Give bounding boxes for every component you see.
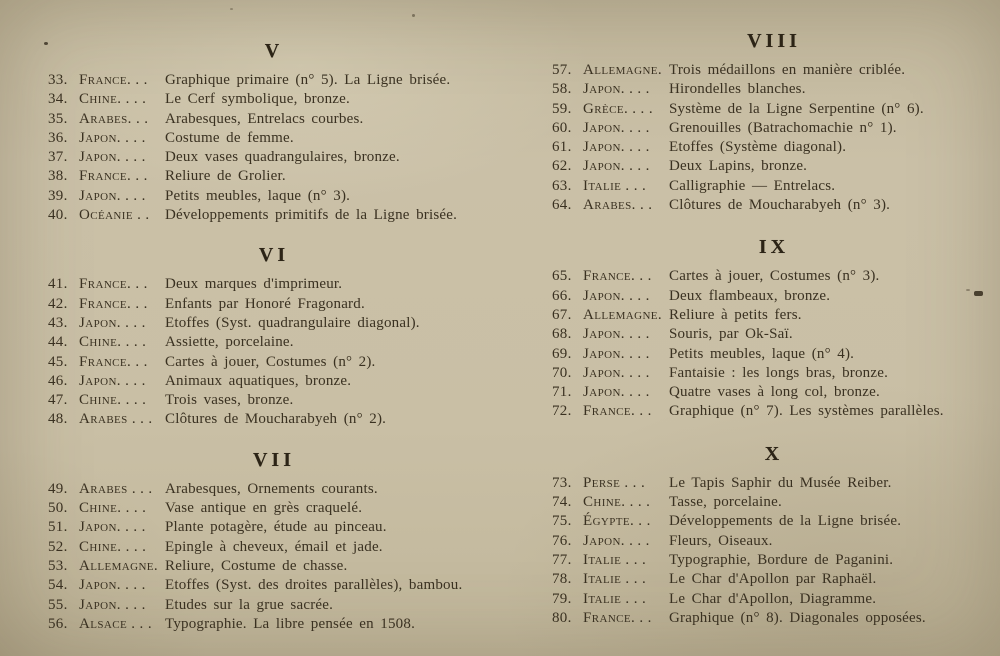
entry-number: 40. (48, 207, 68, 224)
entry-country: Arabes . . . (79, 411, 153, 428)
entry-number: 64. (552, 197, 572, 214)
entry-country: Japon. . . . (583, 158, 650, 175)
entry-country: France. . . (583, 268, 652, 285)
entry-number: 47. (48, 392, 68, 409)
catalog-entry (552, 364, 996, 383)
catalog-entry (48, 518, 500, 537)
section-heading: X (764, 442, 784, 465)
entry-number: 70. (552, 364, 572, 381)
plate-section-x (552, 441, 996, 628)
catalog-entry (48, 148, 500, 167)
scan-speck (230, 8, 233, 10)
entry-number: 44. (48, 334, 68, 351)
entry-country: Japon. . . . (583, 532, 650, 549)
section-heading: VIII (747, 30, 801, 52)
entry-number: 49. (48, 480, 68, 497)
section-heading: V (264, 40, 284, 62)
entry-description: Etoffes (Syst. des droites parallèles), bambou. (165, 577, 463, 594)
catalog-entry (48, 410, 500, 429)
entry-number: 38. (48, 168, 68, 185)
entry-description: Développements primitifs de la Ligne brisée. (165, 207, 458, 224)
scan-speck (412, 14, 415, 17)
entry-number: 55. (48, 596, 68, 613)
index-column-right (552, 28, 996, 628)
entry-description: Arabesques, Entrelacs courbes. (165, 110, 364, 127)
entry-country: Chine. . . . (79, 334, 147, 351)
entry-country: Japon. . . . (79, 372, 146, 389)
catalog-entry (48, 295, 500, 314)
entry-description: Etoffes (Syst. quadrangulaire diagonal). (165, 314, 420, 331)
entry-description: Deux flambeaux, bronze. (669, 287, 831, 304)
catalog-entry (552, 512, 996, 531)
catalog-entry (552, 267, 996, 286)
entry-country: Japon. . . . (583, 119, 650, 136)
catalog-entry (48, 167, 500, 186)
section-heading: IX (758, 236, 790, 259)
entry-country: Grèce. . . . (583, 100, 653, 117)
entry-number: 61. (552, 139, 572, 156)
entry-description: Quatre vases à long col, bronze. (669, 384, 880, 401)
scan-speck (966, 289, 970, 291)
entry-description: Graphique (n° 8). Diagonales opposées. (669, 609, 926, 626)
entry-country: Italie . . . (583, 571, 647, 588)
entry-number: 50. (48, 500, 68, 517)
entry-description: Trois médaillons en manière criblée. (669, 62, 906, 78)
catalog-entry (48, 596, 500, 615)
entry-description: Le Char d'Apollon par Raphaël. (669, 571, 877, 588)
entry-description: Le Tapis Saphir du Musée Reiber. (669, 474, 892, 491)
entry-description: Costume de femme. (165, 129, 294, 146)
catalog-entry (48, 275, 500, 294)
entry-country: Japon. . . . (79, 519, 146, 536)
catalog-entry (552, 119, 996, 138)
entry-number: 48. (48, 411, 68, 428)
catalog-entry (552, 590, 996, 609)
entry-country: Japon. . . . (79, 149, 146, 166)
entry-description: Petits meubles, laque (n° 3). (165, 187, 351, 204)
catalog-entry (552, 493, 996, 512)
catalog-entry (552, 474, 996, 493)
entry-country: France. . . (583, 403, 652, 420)
entry-description: Reliure de Grolier. (165, 168, 286, 185)
entry-number: 37. (48, 149, 68, 166)
entry-number: 74. (552, 494, 572, 511)
entry-number: 42. (48, 295, 68, 312)
entry-number: 63. (552, 177, 572, 194)
entry-description: Clôtures de Moucharabyeh (n° 2). (165, 411, 387, 428)
entry-description: Fantaisie : les longs bras, bronze. (669, 364, 889, 381)
index-column-left (48, 38, 500, 634)
entry-country: Allemagne. (583, 62, 663, 78)
entry-description: Arabesques, Ornements courants. (165, 480, 378, 497)
entry-country: Arabes . . . (79, 480, 153, 497)
entry-country: France. . . (79, 353, 148, 370)
entry-country: Chine. . . . (583, 494, 651, 511)
entry-description: Plante potagère, étude au pinceau. (165, 519, 387, 536)
entry-number: 57. (552, 62, 572, 78)
entry-description: Cartes à jouer, Costumes (n° 2). (165, 353, 376, 370)
entry-description: Souris, par Ok-Saï. (669, 326, 793, 343)
plate-section-v (48, 38, 500, 225)
catalog-entry (552, 402, 996, 421)
catalog-entry (48, 353, 500, 372)
entry-country: Italie . . . (583, 590, 647, 607)
entry-description: Petits meubles, laque (n° 4). (669, 345, 855, 362)
entry-number: 59. (552, 100, 572, 117)
entry-number: 66. (552, 287, 572, 304)
entry-country: Italie . . . (583, 551, 647, 568)
catalog-entry (48, 391, 500, 410)
entry-country: Japon. . . . (583, 364, 650, 381)
catalog-entry (552, 287, 996, 306)
entry-country: Chine. . . . (79, 392, 147, 409)
entry-country: Japon. . . . (583, 345, 650, 362)
entry-country: Japon. . . . (79, 596, 146, 613)
catalog-entry (48, 71, 500, 90)
entry-description: Vase antique en grès craquelé. (165, 500, 363, 517)
entry-number: 34. (48, 91, 68, 108)
catalog-entry (552, 570, 996, 589)
entry-description: Etoffes (Système diagonal). (669, 139, 847, 156)
entry-number: 68. (552, 326, 572, 343)
catalog-entry (48, 110, 500, 129)
entry-description: Système de la Ligne Serpentine (n° 6). (669, 100, 924, 117)
catalog-entry (552, 100, 996, 119)
catalog-entry (552, 325, 996, 344)
entry-number: 71. (552, 384, 572, 401)
catalog-entry (552, 345, 996, 364)
entry-number: 54. (48, 577, 68, 594)
entry-number: 51. (48, 519, 68, 536)
entry-number: 65. (552, 268, 572, 285)
entry-description: Hirondelles blanches. (669, 81, 806, 98)
entry-country: Japon. . . . (79, 577, 146, 594)
entry-description: Epingle à cheveux, émail et jade. (165, 538, 383, 555)
catalog-entry (552, 61, 996, 80)
entry-number: 43. (48, 314, 68, 331)
entry-description: Cartes à jouer, Costumes (n° 3). (669, 268, 880, 285)
entry-country: Allemagne. (79, 557, 159, 574)
entry-description: Le Cerf symbolique, bronze. (165, 91, 350, 108)
entry-country: France. . . (79, 295, 148, 312)
entry-country: Alsace . . . (79, 615, 152, 632)
entry-country: Océanie . . (79, 207, 150, 224)
entry-country: Japon. . . . (79, 187, 146, 204)
entry-number: 33. (48, 72, 68, 88)
entry-country: Perse . . . (583, 474, 646, 491)
entry-description: Graphique primaire (n° 5). La Ligne brisée. (165, 72, 451, 88)
catalog-entry (552, 609, 996, 628)
entry-country: Italie . . . (583, 177, 647, 194)
catalog-entry (48, 129, 500, 148)
entry-number: 78. (552, 571, 572, 588)
entry-description: Trois vases, bronze. (165, 392, 294, 409)
entry-country: Égypte. . . (583, 513, 651, 530)
entry-number: 45. (48, 353, 68, 370)
catalog-entry (552, 80, 996, 99)
entry-number: 72. (552, 403, 572, 420)
plate-section-viii (552, 28, 996, 215)
section-heading: VII (252, 448, 295, 471)
entry-description: Etudes sur la grue sacrée. (165, 596, 334, 613)
catalog-entry (552, 532, 996, 551)
entry-number: 60. (552, 119, 572, 136)
entry-number: 75. (552, 513, 572, 530)
catalog-entry (48, 314, 500, 333)
entry-description: Clôtures de Moucharabyeh (n° 3). (669, 197, 891, 214)
entry-description: Animaux aquatiques, bronze. (165, 372, 352, 389)
entry-country: Japon. . . . (583, 287, 650, 304)
plate-section-vii (48, 447, 500, 634)
catalog-entry (48, 206, 500, 225)
entry-country: Chine. . . . (79, 538, 147, 555)
entry-country: France. . . (79, 168, 148, 185)
entry-number: 69. (552, 345, 572, 362)
entry-number: 77. (552, 551, 572, 568)
entry-country: Japon. . . . (583, 81, 650, 98)
entry-country: Chine. . . . (79, 500, 147, 517)
entry-description: Développements de la Ligne brisée. (669, 513, 902, 530)
entry-country: France. . . (79, 72, 148, 88)
entry-number: 46. (48, 372, 68, 389)
entry-number: 36. (48, 129, 68, 146)
entry-number: 79. (552, 590, 572, 607)
entry-country: Japon. . . . (79, 314, 146, 331)
catalog-entry (552, 306, 996, 325)
entry-number: 80. (552, 609, 572, 626)
entry-description: Enfants par Honoré Fragonard. (165, 295, 365, 312)
catalog-entry (552, 383, 996, 402)
catalog-entry (48, 499, 500, 518)
catalog-entry (552, 177, 996, 196)
catalog-entry (48, 576, 500, 595)
entry-number: 76. (552, 532, 572, 549)
entry-country: France. . . (583, 609, 652, 626)
catalog-entry (552, 551, 996, 570)
catalog-entry (48, 538, 500, 557)
entry-description: Reliure à petits fers. (669, 306, 802, 323)
catalog-entry (552, 196, 996, 215)
entry-country: Chine. . . . (79, 91, 147, 108)
catalog-entry (48, 615, 500, 634)
catalog-entry (48, 557, 500, 576)
catalog-entry (48, 333, 500, 352)
entry-country: Arabes. . . (583, 197, 653, 214)
entry-description: Grenouilles (Batrachomachie n° 1). (669, 119, 897, 136)
catalog-entry (48, 187, 500, 206)
catalog-entry (48, 480, 500, 499)
entry-number: 52. (48, 538, 68, 555)
entry-country: France. . . (79, 276, 148, 293)
entry-number: 53. (48, 557, 68, 574)
entry-description: Typographie, Bordure de Paganini. (669, 551, 894, 568)
section-heading: VI (258, 244, 290, 267)
entry-description: Typographie. La libre pensée en 1508. (165, 615, 416, 632)
entry-country: Allemagne. (583, 306, 663, 323)
catalog-entry (552, 157, 996, 176)
entry-number: 35. (48, 110, 68, 127)
entry-description: Deux Lapins, bronze. (669, 158, 808, 175)
catalog-entry (48, 90, 500, 109)
entry-country: Arabes. . . (79, 110, 149, 127)
catalog-entry (48, 372, 500, 391)
entry-description: Deux marques d'imprimeur. (165, 276, 343, 293)
entry-description: Assiette, porcelaine. (165, 334, 294, 351)
catalog-entry (552, 138, 996, 157)
entry-description: Calligraphie — Entrelacs. (669, 177, 836, 194)
entry-number: 56. (48, 615, 68, 632)
entry-country: Japon. . . . (583, 326, 650, 343)
plate-section-ix (552, 234, 996, 421)
entry-description: Le Char d'Apollon, Diagramme. (669, 590, 877, 607)
entry-number: 62. (552, 158, 572, 175)
entry-description: Tasse, porcelaine. (669, 494, 782, 511)
scan-speck (44, 42, 48, 45)
entry-description: Reliure, Costume de chasse. (165, 557, 348, 574)
entry-country: Japon. . . . (583, 384, 650, 401)
plate-section-vi (48, 242, 500, 429)
entry-description: Graphique (n° 7). Les systèmes parallèles. (669, 403, 944, 420)
entry-number: 73. (552, 474, 572, 491)
entry-number: 58. (552, 81, 572, 98)
entry-country: Japon. . . . (583, 139, 650, 156)
ink-blot (974, 291, 983, 296)
entry-number: 41. (48, 276, 68, 293)
entry-description: Fleurs, Oiseaux. (669, 532, 773, 549)
entry-description: Deux vases quadrangulaires, bronze. (165, 149, 400, 166)
entry-country: Japon. . . . (79, 129, 146, 146)
entry-number: 39. (48, 187, 68, 204)
entry-number: 67. (552, 306, 572, 323)
